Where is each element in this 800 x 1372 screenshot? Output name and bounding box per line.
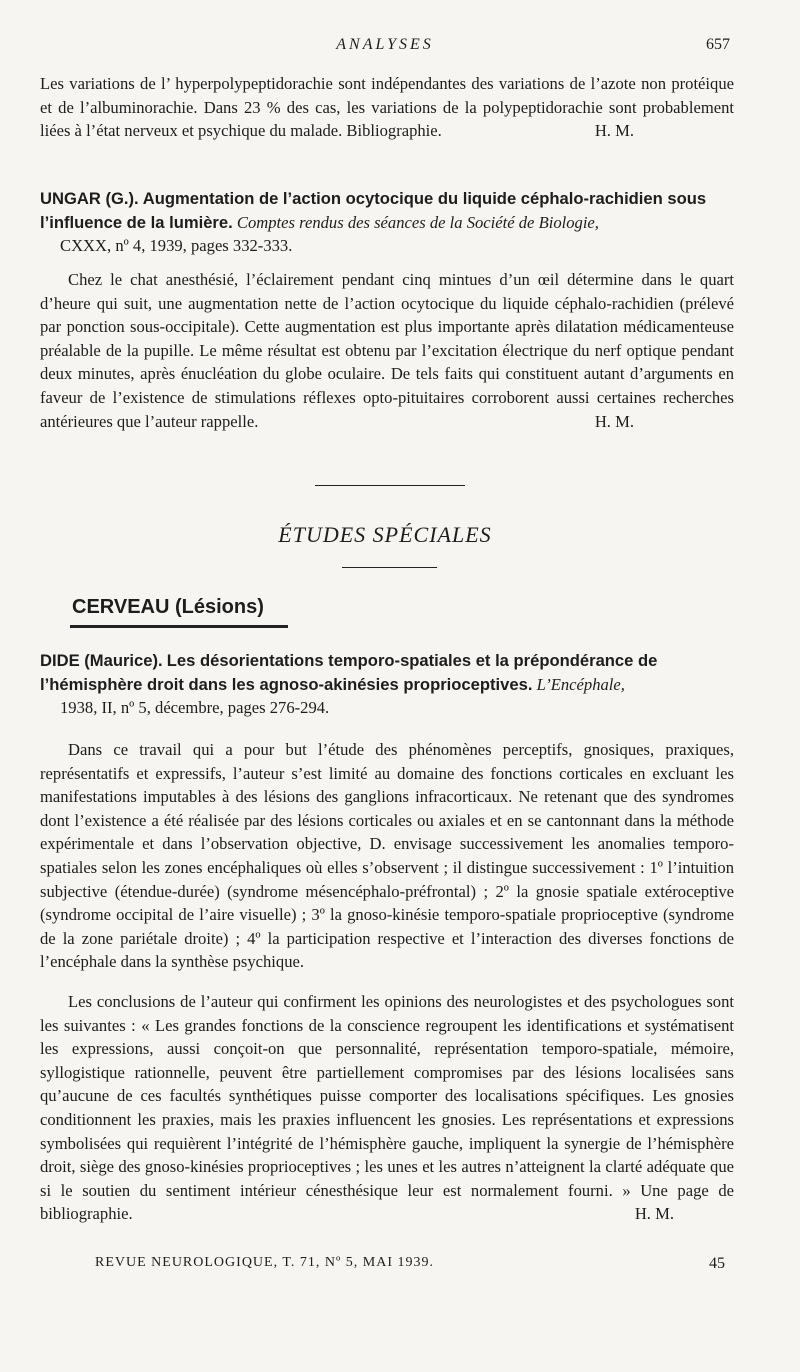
section-title: ÉTUDES SPÉCIALES [278, 522, 492, 547]
dide-body-1: Dans ce travail qui a pour but l’étude des phénomènes perceptifs, gnosiques, praxiques, représentatifs et expressifs, l’auteur s’est limité au domaine des fonctions corticales en excluant les manifestations imputables à des lésions des ganglions infracorticaux. Ne retenant que des syndromes dont l’existence a été réalisée par des lésions corticales ou axiales et en se cantonnant dans la méthode expérimentale et dans l’observation objective, D. envisage successivement les anomalies temporo-spatiales selon les zones encéphaliques où elles s’observent ; il distingue successivement : 1º l’intuition subjective (étendue-durée) (syndrome mésencéphalo-préfrontal) ; 2º la gnosie spatiale extéroceptive (syndrome occipital de l’aire visuelle) ; 3º la gnoso-kinésie temporo-spatiale proprioceptive (syndrome de la zone pariétale droite) ; 4º la participation respective et l’interaction des diverses fonctions de l’encéphale dans la synthèse psychique. [40, 740, 734, 972]
running-head [0, 36, 800, 58]
subsection-underline [70, 625, 288, 628]
intro-signature: H. M. [594, 121, 634, 141]
dide-entry-heading [40, 649, 734, 720]
dide-heading-text [40, 651, 657, 694]
ungar-author: UNGAR (G.). [40, 189, 139, 208]
dide-citation: 1938, II, nº 5, décembre, pages 276-294. [60, 698, 330, 718]
ungar-citation: CXXX, nº 4, 1939, pages 332-333. [60, 236, 293, 256]
section-divider-top [315, 485, 465, 486]
running-title: ANALYSES [336, 36, 434, 53]
footer-citation: REVUE NEUROLOGIQUE, T. 71, Nº 5, MAI 1939. [95, 1255, 435, 1270]
intro-text: Les variations de l’ hyperpolypeptidorachie sont indépendantes des variations de l’azote non protéique et de l’albuminorachie. Dans 23 % des cas, les variations de la polypeptidorachie sont probablement liées à l’état nerveux et psychique du malade. Bibliographie. [40, 74, 734, 141]
dide-author: DIDE (Maurice). [40, 651, 163, 670]
dide-body-2 [40, 990, 734, 1226]
subsection-title: CERVEAU (Lésions) [72, 596, 264, 618]
ungar-entry-heading [40, 187, 734, 258]
ungar-body-text: Chez le chat anesthésié, l’éclairement pendant cinq mintues d’un œil détermine dans le quart d’heure qui suit, une augmentation nette de l’action ocytocique du liquide céphalo-rachidien (prélevé par ponction sous-occipitale). Cette augmentation est plus importante après dilatation médicamenteuse préalable de la pupille. Le même résultat est obtenu par l’excitation électrique du nerf optique pendant deux minutes, après énucléation du globe oculaire. De tels faits qui constituent autant d’arguments en faveur de l’existence de stimulations réflexes opto-pituitaires corroborent aussi certaines recherches antérieures que l’auteur rappelle. [40, 270, 734, 431]
footer-page-number: 45 [709, 1255, 725, 1272]
intro-paragraph [40, 72, 734, 143]
ungar-title: Augmentation de l’action ocytocique du liquide céphalo-rachidien sous l’influence de la lumière. [40, 189, 707, 232]
ungar-signature: H. M. [594, 411, 634, 431]
ungar-journal: Comptes rendus des séances de la Société de Biologie, [236, 212, 599, 232]
ungar-heading-text [40, 189, 706, 232]
page-footer [95, 1255, 725, 1279]
section-divider-bottom [342, 567, 437, 568]
ungar-body [40, 268, 734, 433]
dide-signature: H. M. [634, 1204, 674, 1224]
dide-title: Les désorientations temporo-spatiales et la prépondérance de l’hémisphère droit dans les agnoso-akinésies proprioceptives. [40, 651, 658, 694]
dide-body-2-text: Les conclusions de l’auteur qui confirment les opinions des neurologistes et des psychologues sont les suivantes : « Les grandes fonctions de la conscience regroupent les identifications et systématisent les expressions, aussi conçoit-on que personnalité, représentation temporo-spatiale, mémoire, syllogistique rationnelle, peuvent être partiellement compromises par des lésions localisées sans qu’aucune de ces facultés synthétiques puisse comporter des localisations spécifiques. Les gnosies conditionnent les praxies, mais les praxies influencent les gnosies. Les représentations et expressions symbolisées qui requièrent l’intégrité de l’hémisphère gauche, impliquent la synergie de l’hémisphère droit, siège des gnoso-kinésies proprioceptives ; les unes et les autres n’atteignent la clarté adéquate que si le soutien du sentiment intérieur cénesthésique leur est normalement fourni. » Une page de bibliographie. [40, 992, 734, 1224]
page-number: 657 [706, 36, 730, 53]
dide-journal: L’Encéphale, [536, 674, 625, 694]
